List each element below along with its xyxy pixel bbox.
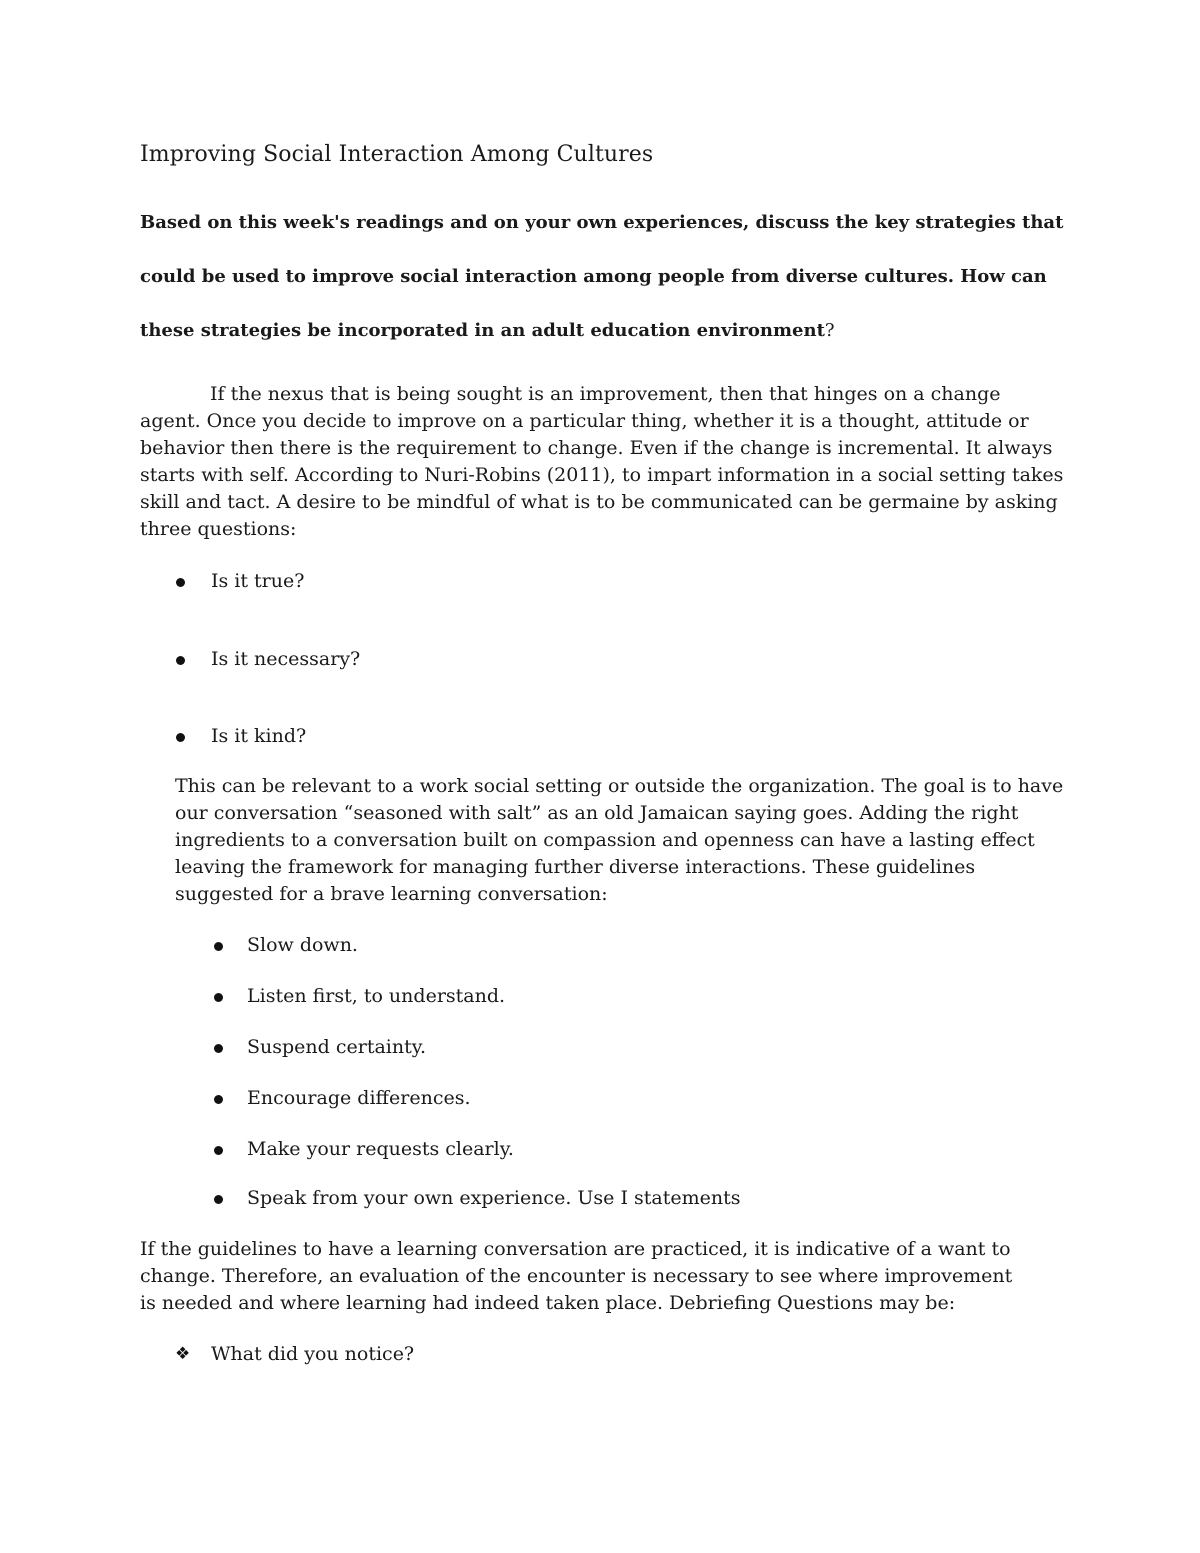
list-item-text: Encourage differences. — [247, 1087, 471, 1109]
list-item — [247, 1034, 426, 1061]
bullet-icon — [176, 656, 185, 665]
list-item — [247, 1085, 471, 1112]
list-item-text: Listen first, to understand. — [247, 985, 506, 1007]
bullet-icon — [214, 1146, 223, 1155]
prompt-question-mark: ? — [824, 320, 835, 341]
list-item-text: Speak from your own experience. Use I statements — [247, 1187, 741, 1209]
list-item — [211, 723, 306, 750]
list-item — [211, 646, 360, 673]
list-item — [175, 1341, 415, 1368]
list-item-text: Suspend certainty. — [247, 1036, 426, 1058]
bullet-icon — [214, 942, 223, 951]
list-item — [247, 983, 505, 1010]
paragraph-guidelines-intro: This can be relevant to a work social setting or outside the organization. The goal is to have our conversation “seasoned with salt” as an old Jamaican saying goes. Adding the right ingredients to a conversation built on compassion and openness can have a lasting effect leaving the framework for managing further diverse interactions. These guidelines suggested for a brave learning conversation: — [175, 775, 1064, 905]
paragraph-intro: If the nexus that is being sought is an improvement, then that hinges on a change agent. Once you decide to improve on a particular thing, whether it is a thought, attitude or behavior then there is the requirement to change. Even if the change is incremental. It always starts with self. According to Nuri-Robins (2011), to impart information in a social setting takes skill and tact. A desire to be mindful of what is to be communicated can be germaine by asking three questions: — [140, 383, 1064, 540]
list-item — [211, 568, 304, 595]
list-item-text: Slow down. — [247, 934, 358, 956]
list-item-text: Is it kind? — [211, 725, 307, 747]
bullet-icon — [214, 1095, 223, 1104]
prompt-text: Based on this week's readings and on your own experiences, discuss the key strategies that could be used to improve social interaction among people from diverse cultures. How can these strategies be incorporated in an adult education environment — [140, 212, 1064, 341]
list-item-text: Make your requests clearly. — [247, 1138, 514, 1160]
list-item — [247, 1136, 514, 1163]
diamond-bullet-icon: ❖ — [175, 1344, 191, 1364]
bullet-icon — [176, 733, 185, 742]
bullet-icon — [214, 1044, 223, 1053]
list-item-text: Is it necessary? — [211, 648, 361, 670]
paragraph-debrief-intro: If the guidelines to have a learning conversation are practiced, it is indicative of a want to change. Therefore, an evaluation of the encounter is necessary to see where improvement is needed and where learning had indeed taken place. Debriefing Questions may be: — [140, 1238, 1013, 1314]
bullet-icon — [214, 993, 223, 1002]
list-item — [247, 1185, 740, 1212]
list-item-text: Is it true? — [211, 570, 305, 592]
bullet-icon — [176, 578, 185, 587]
document-title: Improving Social Interaction Among Cultures — [140, 142, 654, 167]
bullet-icon — [214, 1195, 223, 1204]
list-item — [247, 932, 358, 959]
discussion-prompt — [140, 196, 1070, 358]
list-item-text: What did you notice? — [211, 1343, 415, 1365]
